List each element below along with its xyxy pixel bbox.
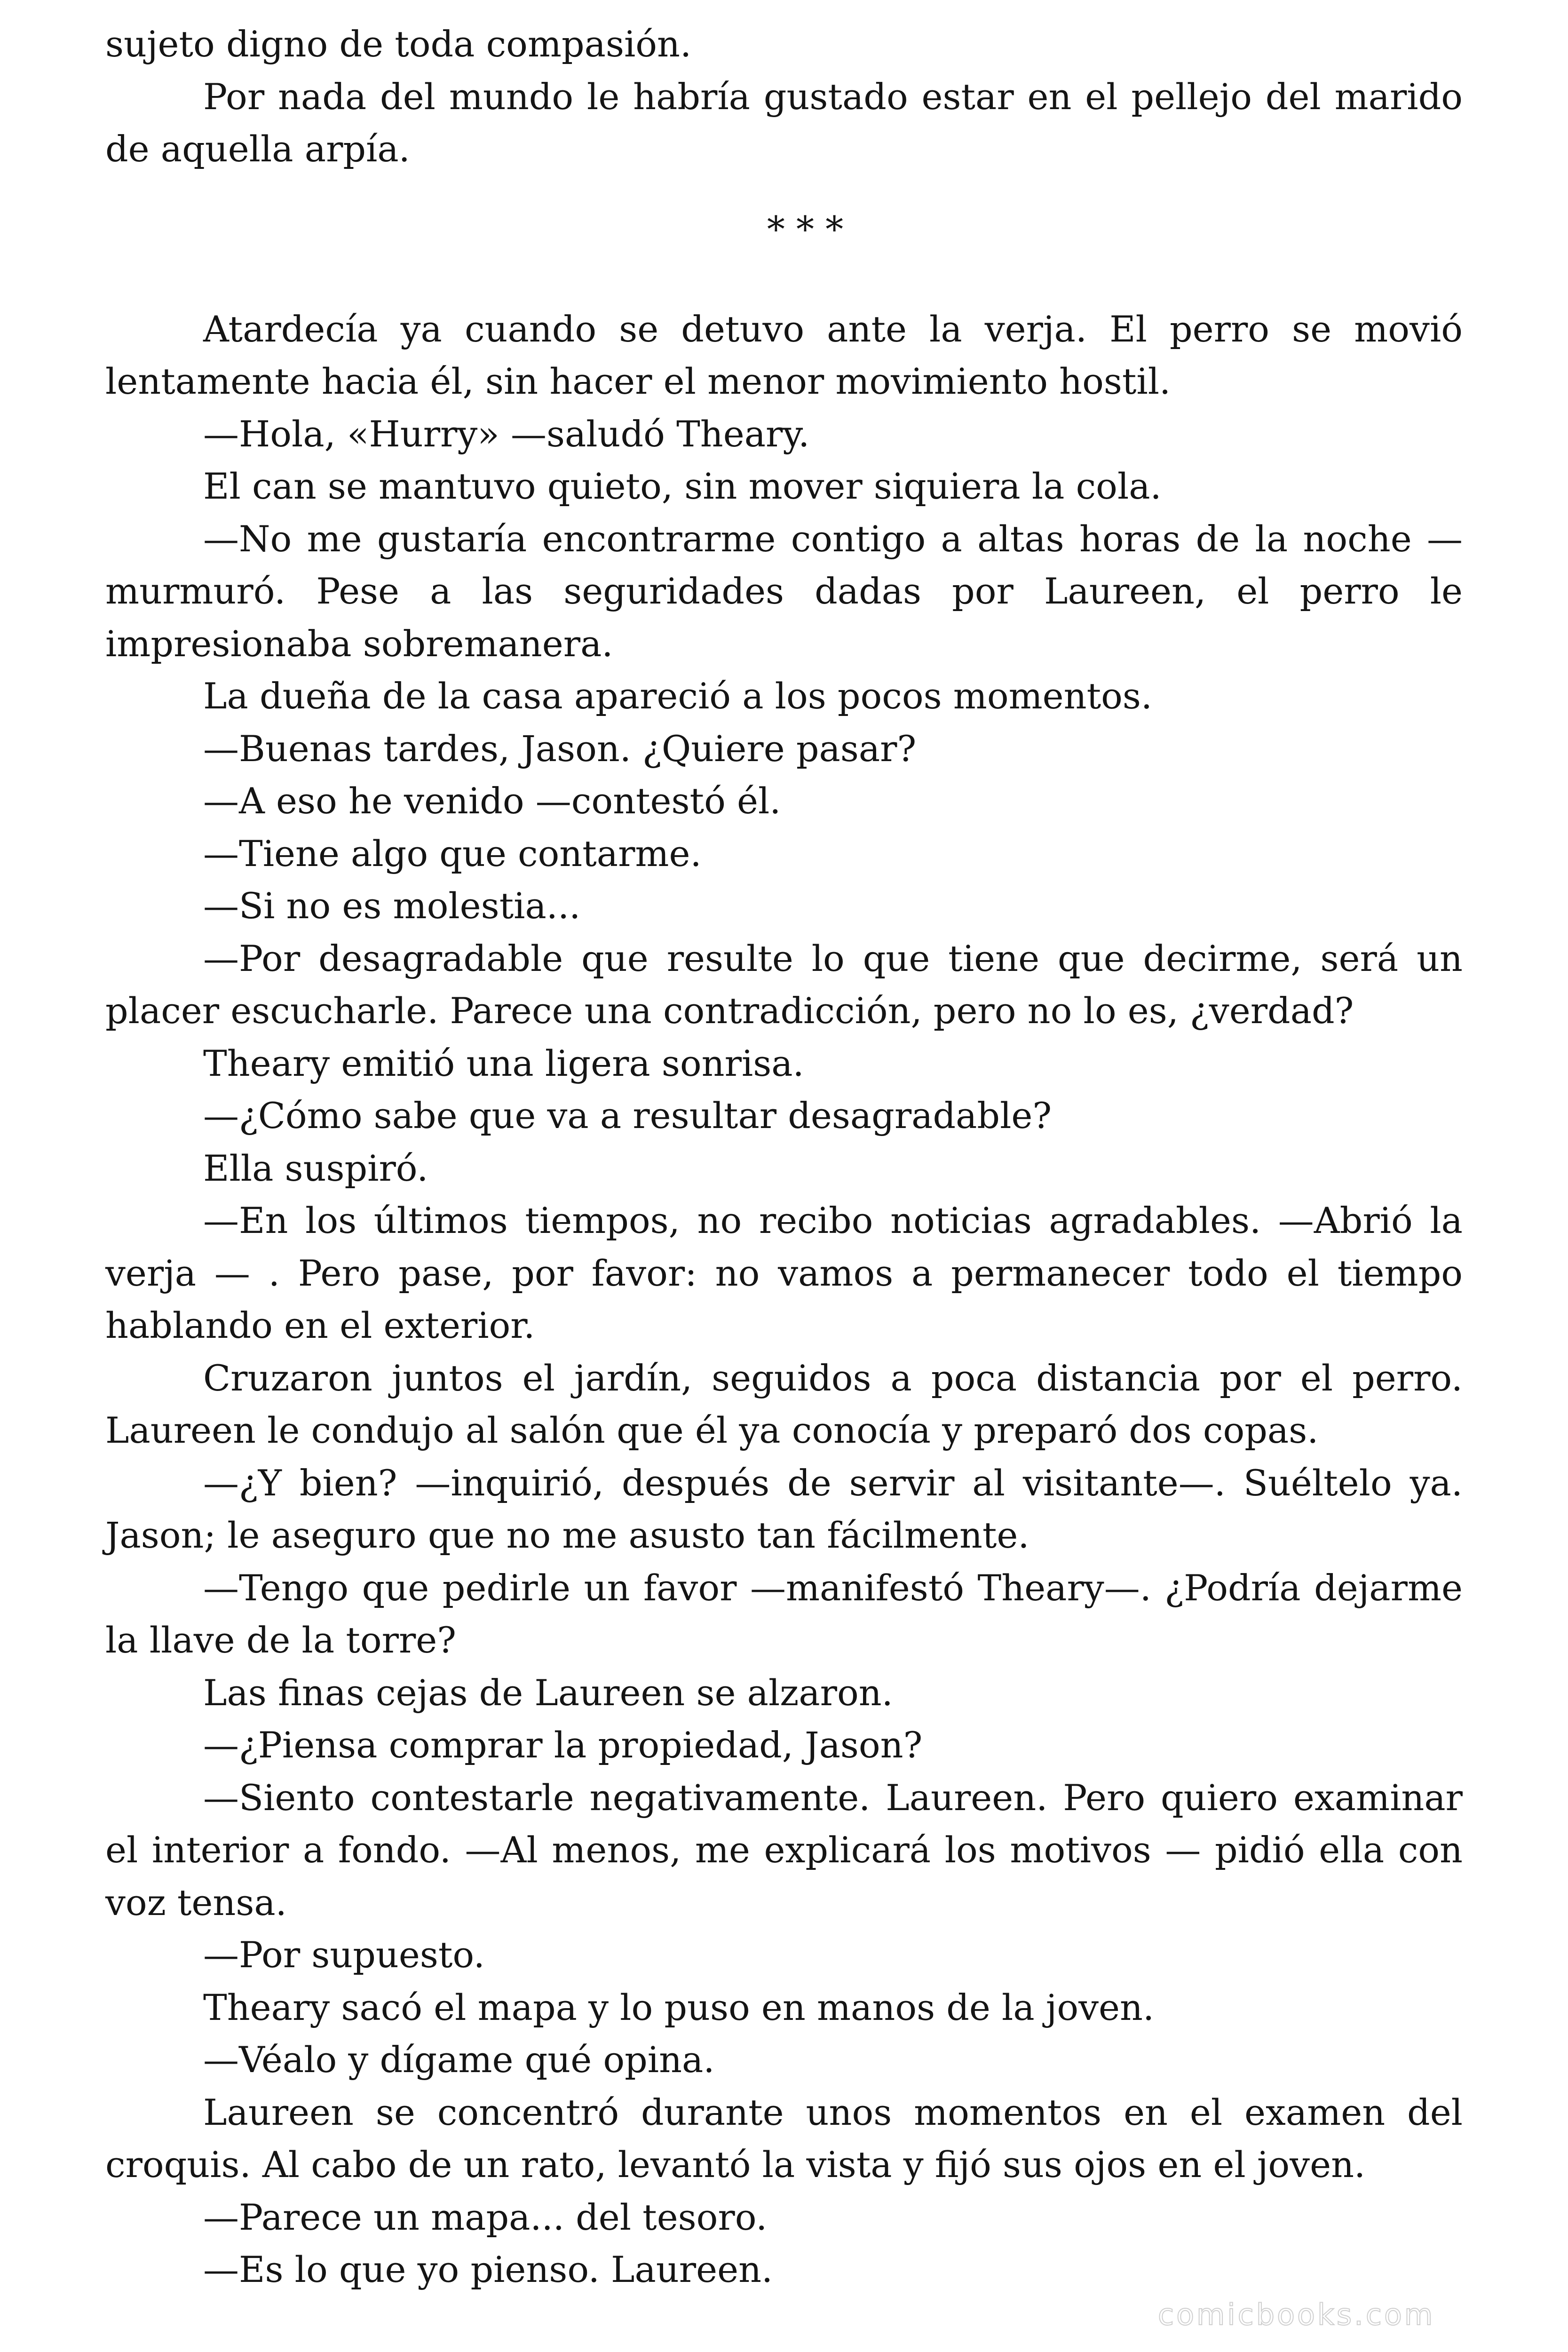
paragraph: —Siento contestarle negativamente. Laureen. Pero quiero examinar el interior a fondo. —Al menos, me explicará los motivos — pidió ella con voz tensa.: [105, 1776, 1463, 1923]
paragraph: Por nada del mundo le habría gustado estar en el pellejo del marido de aquella arpía.: [105, 75, 1463, 170]
paragraph: —No me gustaría encontrarme contigo a altas horas de la noche —murmuró. Pese a las seguridades dadas por Laureen, el perro le impresionaba sobremanera.: [105, 517, 1463, 665]
paragraph: —Tiene algo que contarme.: [203, 832, 702, 874]
paragraph: —Parece un mapa... del tesoro.: [203, 2196, 768, 2238]
paragraph: sujeto digno de toda compasión.: [105, 23, 692, 65]
paragraph: —Tengo que pedirle un favor —manifestó Theary—. ¿Podría dejarme la llave de la torre?: [105, 1566, 1463, 1661]
paragraph: —En los últimos tiempos, no recibo noticias agradables. —Abrió la verja — . Pero pase, por favor: no vamos a permanecer todo el tiempo hablando en el exterior.: [105, 1200, 1463, 1346]
paragraph: —Buenas tardes, Jason. ¿Quiere pasar?: [203, 727, 917, 770]
paragraph: —¿Piensa comprar la propiedad, Jason?: [203, 1724, 923, 1766]
paragraph: El can se mantuvo quieto, sin mover siquiera la cola.: [203, 465, 1162, 507]
paragraph: Theary sacó el mapa y lo puso en manos de la joven.: [203, 1986, 1155, 2028]
paragraph: —Por desagradable que resulte lo que tiene que decirme, será un placer escucharle. Parece una contradicción, pero no lo es, ¿verdad?: [105, 937, 1463, 1032]
paragraph: Theary emitió una ligera sonrisa.: [203, 1042, 804, 1084]
paragraph: Atardecía ya cuando se detuvo ante la verja. El perro se movió lentamente hacia él, sin hacer el menor movimiento hostil.: [105, 308, 1463, 402]
paragraph: —Hola, «Hurry» —saludó Theary.: [203, 413, 810, 455]
paragraph: Ella suspiró.: [203, 1147, 428, 1189]
paragraph: —¿Cómo sabe que va a resultar desagradable?: [203, 1095, 1052, 1136]
document-page: [105, 18, 1463, 2296]
paragraph: —A eso he venido —contestó él.: [203, 780, 781, 822]
paragraph: La dueña de la casa apareció a los pocos momentos.: [203, 675, 1153, 717]
paragraph: —Es lo que yo pienso. Laureen.: [203, 2249, 773, 2290]
paragraph: —Si no es molestia...: [203, 885, 581, 927]
paragraph: Cruzaron juntos el jardín, seguidos a poca distancia por el perro. Laureen le condujo al salón que él ya conocía y preparó dos copas.: [105, 1357, 1463, 1451]
section-spacer: [105, 280, 1463, 303]
paragraph: —¿Y bien? —inquirió, después de servir al visitante—. Suéltelo ya. Jason; le aseguro que no me asusto tan fácilmente.: [105, 1462, 1463, 1556]
paragraph: Las finas cejas de Laureen se alzaron.: [203, 1671, 893, 1714]
watermark: comicbooks.com: [1158, 2297, 1435, 2332]
section-break: * * *: [767, 208, 844, 250]
paragraph: —Véalo y dígame qué opina.: [203, 2039, 715, 2081]
paragraph: —Por supuesto.: [203, 1934, 485, 1976]
paragraph: Laureen se concentró durante unos momentos en el examen del croquis. Al cabo de un rato, levantó la vista y fijó sus ojos en el joven.: [105, 2091, 1463, 2185]
